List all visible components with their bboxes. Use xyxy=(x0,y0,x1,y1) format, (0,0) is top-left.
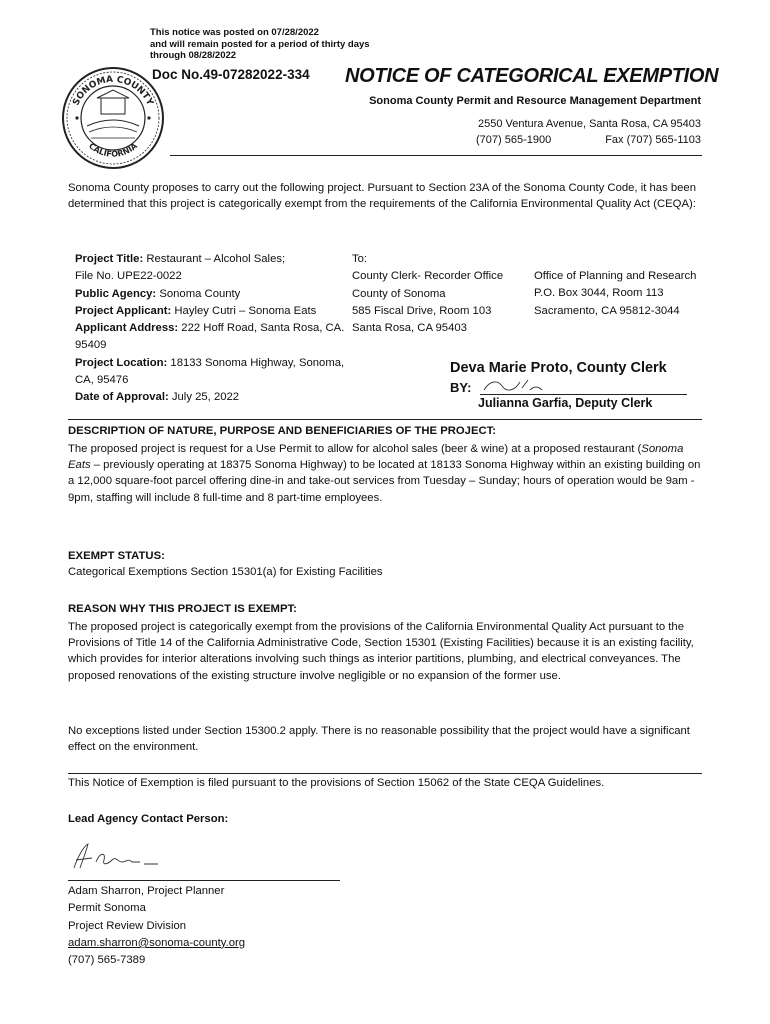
exempt-status-text: Categorical Exemptions Section 15301(a) for Existing Facilities xyxy=(68,566,383,578)
project-applicant: Project Applicant: Hayley Cutri – Sonoma Eats xyxy=(75,304,317,317)
restaurant-name: Sonoma Eats xyxy=(68,443,684,472)
posting-line-1: This notice was posted on 07/28/2022 xyxy=(150,27,319,38)
section-divider xyxy=(68,419,702,420)
contact-org: Permit Sonoma xyxy=(68,902,146,915)
clerk-line: County of Sonoma xyxy=(352,287,446,300)
department-name: Sonoma County Permit and Resource Management Department xyxy=(369,95,701,107)
clerk-line: 585 Fiscal Drive, Room 103 xyxy=(352,304,492,317)
document-number: Doc No.49-07282022-334 xyxy=(152,67,310,82)
header-divider xyxy=(170,155,702,156)
department-address: 2550 Ventura Avenue, Santa Rosa, CA 95403 xyxy=(477,118,701,130)
posting-line-3: through 08/28/2022 xyxy=(150,50,237,61)
project-location: Project Location: 18133 Sonoma Highway, Sonoma, CA, 95476 xyxy=(75,356,345,387)
description-text: The proposed project is request for a Use Permit to allow for alcohol sales (beer & wine) at a proposed restaurant (Sonoma Eats – previously operating at 18375 Sonoma Highway) to be located at 18133 Sonoma Highway within an existing building on a 12,000 square-foot parcel offering dine-in and take-out services from Tuesday – Sunday; hours of operation would be 9am - 9pm, staffing will include 8 full-time and 8 part-time employees. xyxy=(68,443,701,504)
date-of-approval: Date of Approval: July 25, 2022 xyxy=(75,391,240,404)
svg-text:SONOMA COUNTY xyxy=(71,75,155,108)
intro-paragraph: Sonoma County proposes to carry out the following project. Pursuant to Section 23A of the Sonoma County Code, it has been determined that this project is categorically exempt from the requirements of the California Environmental Quality Act (CEQA): xyxy=(68,182,696,211)
applicant-address: Applicant Address: 222 Hoff Road, Santa Rosa, CA. 95409 xyxy=(75,322,345,352)
recipient-opr xyxy=(534,268,709,320)
contact-phone: (707) 565-7389 xyxy=(68,954,146,967)
planner-signature-icon xyxy=(68,838,168,874)
by-label: BY: xyxy=(450,380,472,395)
county-clerk-stamp: Deva Marie Proto, County Clerk xyxy=(450,360,667,376)
opr-line: Office of Planning and Research xyxy=(534,270,697,282)
deputy-signature-icon xyxy=(480,376,550,394)
reason-text: The proposed project is categorically exempt from the provisions of the California Environmental Quality Act pursuant to the Provisions of Title 14 of the California Administrative Code, Section 15301 (Existing Facilities) because it is an existing facility, which provides for interior alterations involving such things as interior partitions, plumbing, and electrical conveyances. The proposed renovations of the existing structure involve negligible or no expansion of the former use. xyxy=(68,621,694,682)
contact-heading: Lead Agency Contact Person: xyxy=(68,813,229,825)
seal-top-text: SONOMA COUNTY xyxy=(71,74,155,108)
to-label: To: xyxy=(352,253,368,265)
clerk-line: Santa Rosa, CA 95403 xyxy=(352,322,467,335)
opr-line: Sacramento, CA 95812-3044 xyxy=(534,304,680,317)
reason-heading: REASON WHY THIS PROJECT IS EXEMPT: xyxy=(68,603,297,615)
deputy-clerk-name: Julianna Garfia, Deputy Clerk xyxy=(478,396,653,410)
recipient-clerk xyxy=(352,251,530,337)
opr-line: P.O. Box 3044, Room 113 xyxy=(534,287,664,300)
public-agency: Public Agency: Sonoma County xyxy=(75,287,241,300)
department-fax: Fax (707) 565-1103 xyxy=(605,134,701,146)
contact-division: Project Review Division xyxy=(68,919,187,932)
file-number: File No. UPE22-0022 xyxy=(75,270,182,283)
posting-line-2: and will remain posted for a period of thirty days xyxy=(150,38,370,50)
contact-email-link[interactable]: adam.sharron@sonoma-county.org xyxy=(68,936,246,949)
project-title: Project Title: Restaurant – Alcohol Sales; xyxy=(75,253,286,265)
seal-bottom-text: CALIFORNIA xyxy=(86,141,140,159)
contact-block xyxy=(68,883,245,969)
filed-divider xyxy=(68,773,702,774)
clerk-line: County Clerk- Recorder Office xyxy=(352,270,504,283)
signature-line xyxy=(480,394,687,395)
notice-title: NOTICE OF CATEGORICAL EXEMPTION xyxy=(345,65,719,87)
filed-note: This Notice of Exemption is filed pursuant to the provisions of Section 15062 of the State CEQA Guidelines. xyxy=(68,777,605,789)
contact-name: Adam Sharron, Project Planner xyxy=(68,885,225,897)
posting-notice xyxy=(150,27,370,62)
contact-signature-line xyxy=(68,880,340,881)
no-exceptions-text: No exceptions listed under Section 15300.2 apply. There is no reasonable possibility that the project would have a significant effect on the environment. xyxy=(68,725,690,754)
exempt-status-heading: EXEMPT STATUS: xyxy=(68,550,165,562)
department-phone: (707) 565-1900 xyxy=(476,134,552,146)
svg-text:CALIFORNIA xyxy=(87,141,140,159)
description-heading: DESCRIPTION OF NATURE, PURPOSE AND BENEFICIARIES OF THE PROJECT: xyxy=(68,425,497,437)
project-info xyxy=(75,251,345,407)
